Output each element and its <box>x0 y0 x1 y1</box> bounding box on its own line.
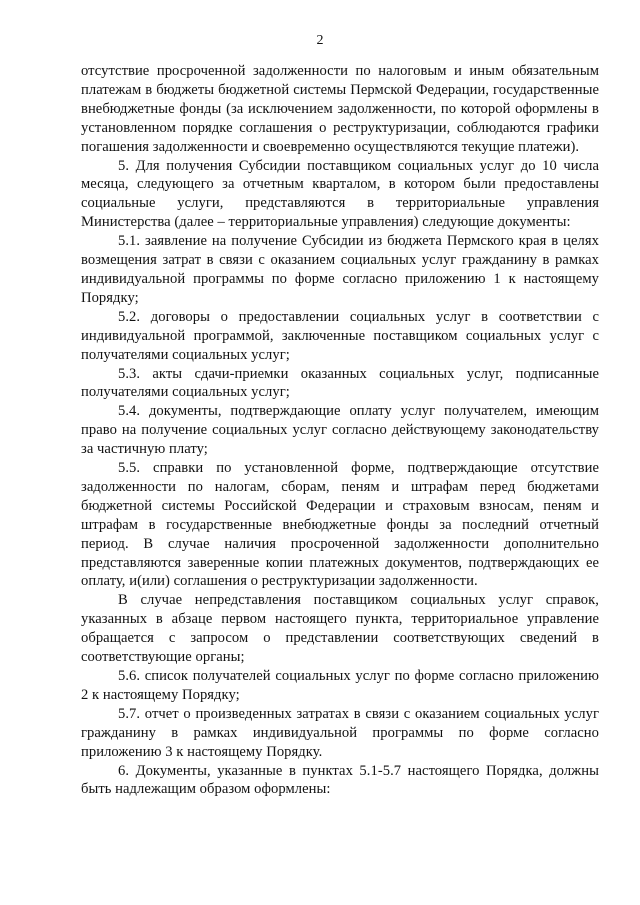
paragraph-6: 6. Документы, указанные в пунктах 5.1-5.7 настоящего Порядка, должны быть надлежащим образом оформлены: <box>81 762 599 798</box>
paragraph-5-1: 5.1. заявление на получение Субсидии из бюджета Пермского края в целях возмещения затрат в связи с оказанием социальных услуг гражданину в рамках индивидуальной программы по форме согласно приложению 1 к настоящему Порядку; <box>81 233 599 306</box>
paragraph-5-5: 5.5. справки по установленной форме, подтверждающие отсутствие задолженности по налогам, сборам, пеням и штрафам перед бюджетами бюджетной системы Российской Федерации и страховым взносам, пеням и штрафам в государственные внебюджетные фонды за последний отчетный период. В случае наличия просроченной задолженности дополнительно представляются заверенные копии платежных документов, подтверждающих ее оплату, и(или) соглашения о реструктуризации задолженности. <box>81 460 599 590</box>
paragraph-5-3: 5.3. акты сдачи-приемки оказанных социальных услуг, подписанные получателями социальных услуг; <box>81 365 599 401</box>
paragraph-5: 5. Для получения Субсидии поставщиком социальных услуг до 10 числа месяца, следующего за отчетным кварталом, в котором были предоставлены социальные услуги, представляются в территориальные управления Министерства (далее – территориальные управления) следующие документы: <box>81 157 599 231</box>
paragraph-debt-absence: отсутствие просроченной задолженности по налоговым и иным обязательным платежам в бюджеты бюджетной системы Пермской Федерации, государственные внебюджетные фонды (за исключением задолженности, по которой оформлены в установленном порядке соглашения о реструктуризации, соблюдаются графики погашения задолженности и своевременно осуществляются текущие платежи). <box>81 63 599 155</box>
paragraph-5-6: 5.6. список получателей социальных услуг по форме согласно приложению 2 к настоящему Порядку; <box>81 668 599 703</box>
paragraph-5-2: 5.2. договоры о предоставлении социальных услуг в соответствии с индивидуальной программой, заключенные поставщиком социальных услуг с получателями социальных услуг; <box>81 308 599 363</box>
document-body <box>81 62 599 799</box>
paragraph-non-submission: В случае непредставления поставщиком социальных услуг справок, указанных в абзаце первом настоящего пункта, территориальное управление обращается с запросом о представлении соответствующих сведений в соответствующие органы; <box>81 592 599 666</box>
paragraph-5-4: 5.4. документы, подтверждающие оплату услуг получателем, имеющим право на получение социальных услуг согласно действующему законодательству за частичную плату; <box>81 403 599 458</box>
paragraph-5-7: 5.7. отчет о произведенных затратах в связи с оказанием социальных услуг гражданину в рамках индивидуальной программы по форме согласно приложению 3 к настоящему Порядку. <box>81 705 599 760</box>
page-number: 2 <box>316 33 324 48</box>
